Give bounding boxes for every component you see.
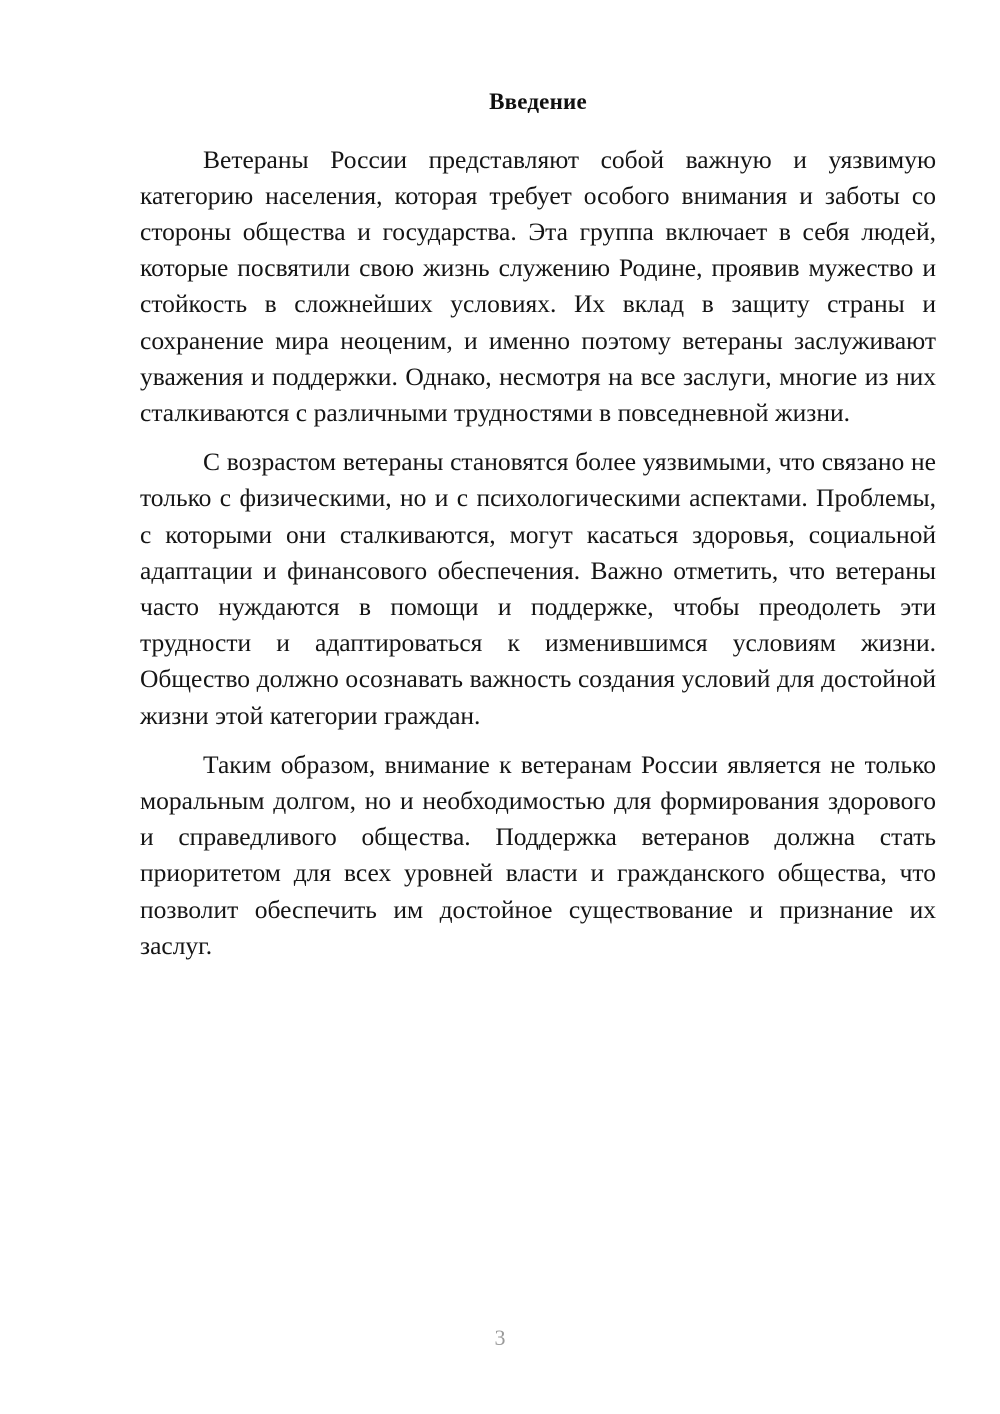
page-title: Введение — [489, 89, 587, 114]
body-paragraph: Таким образом, внимание к ветеранам России является не только моральным долгом, но и необходимостью для формирования здорового и справедливого общества. Поддержка ветеранов должна стать приоритетом для всех уровней власти и гражданского общества, что позволит обеспечить им достойное существование и признание их заслуг. — [140, 749, 936, 960]
page-number: 3 — [494, 1325, 506, 1350]
page-content — [140, 88, 936, 964]
body-paragraph: Ветераны России представляют собой важную и уязвимую категорию населения, которая требует особого внимания и заботы со стороны общества и государства. Эта группа включает в себя людей, которые посвятили свою жизнь служению Родине, проявив мужество и стойкость в сложнейших условиях. Их вклад в защиту страны и сохранение мира неоценим, и именно поэтому ветераны заслуживают уважения и поддержки. Однако, несмотря на все заслуги, многие из них сталкиваются с различными трудностями в повседневной жизни. — [140, 144, 936, 428]
body-paragraph: С возрастом ветераны становятся более уязвимыми, что связано не только с физическими, но и с психологическими аспектами. Проблемы, с которыми они сталкиваются, могут касаться здоровья, социальной адаптации и финансового обеспечения. Важно отметить, что ветераны часто нуждаются в помощи и поддержке, чтобы преодолеть эти трудности и адаптироваться к изменившимся условиям жизни. Общество должно осознавать важность создания условий для достойной жизни этой категории граждан. — [140, 447, 936, 730]
